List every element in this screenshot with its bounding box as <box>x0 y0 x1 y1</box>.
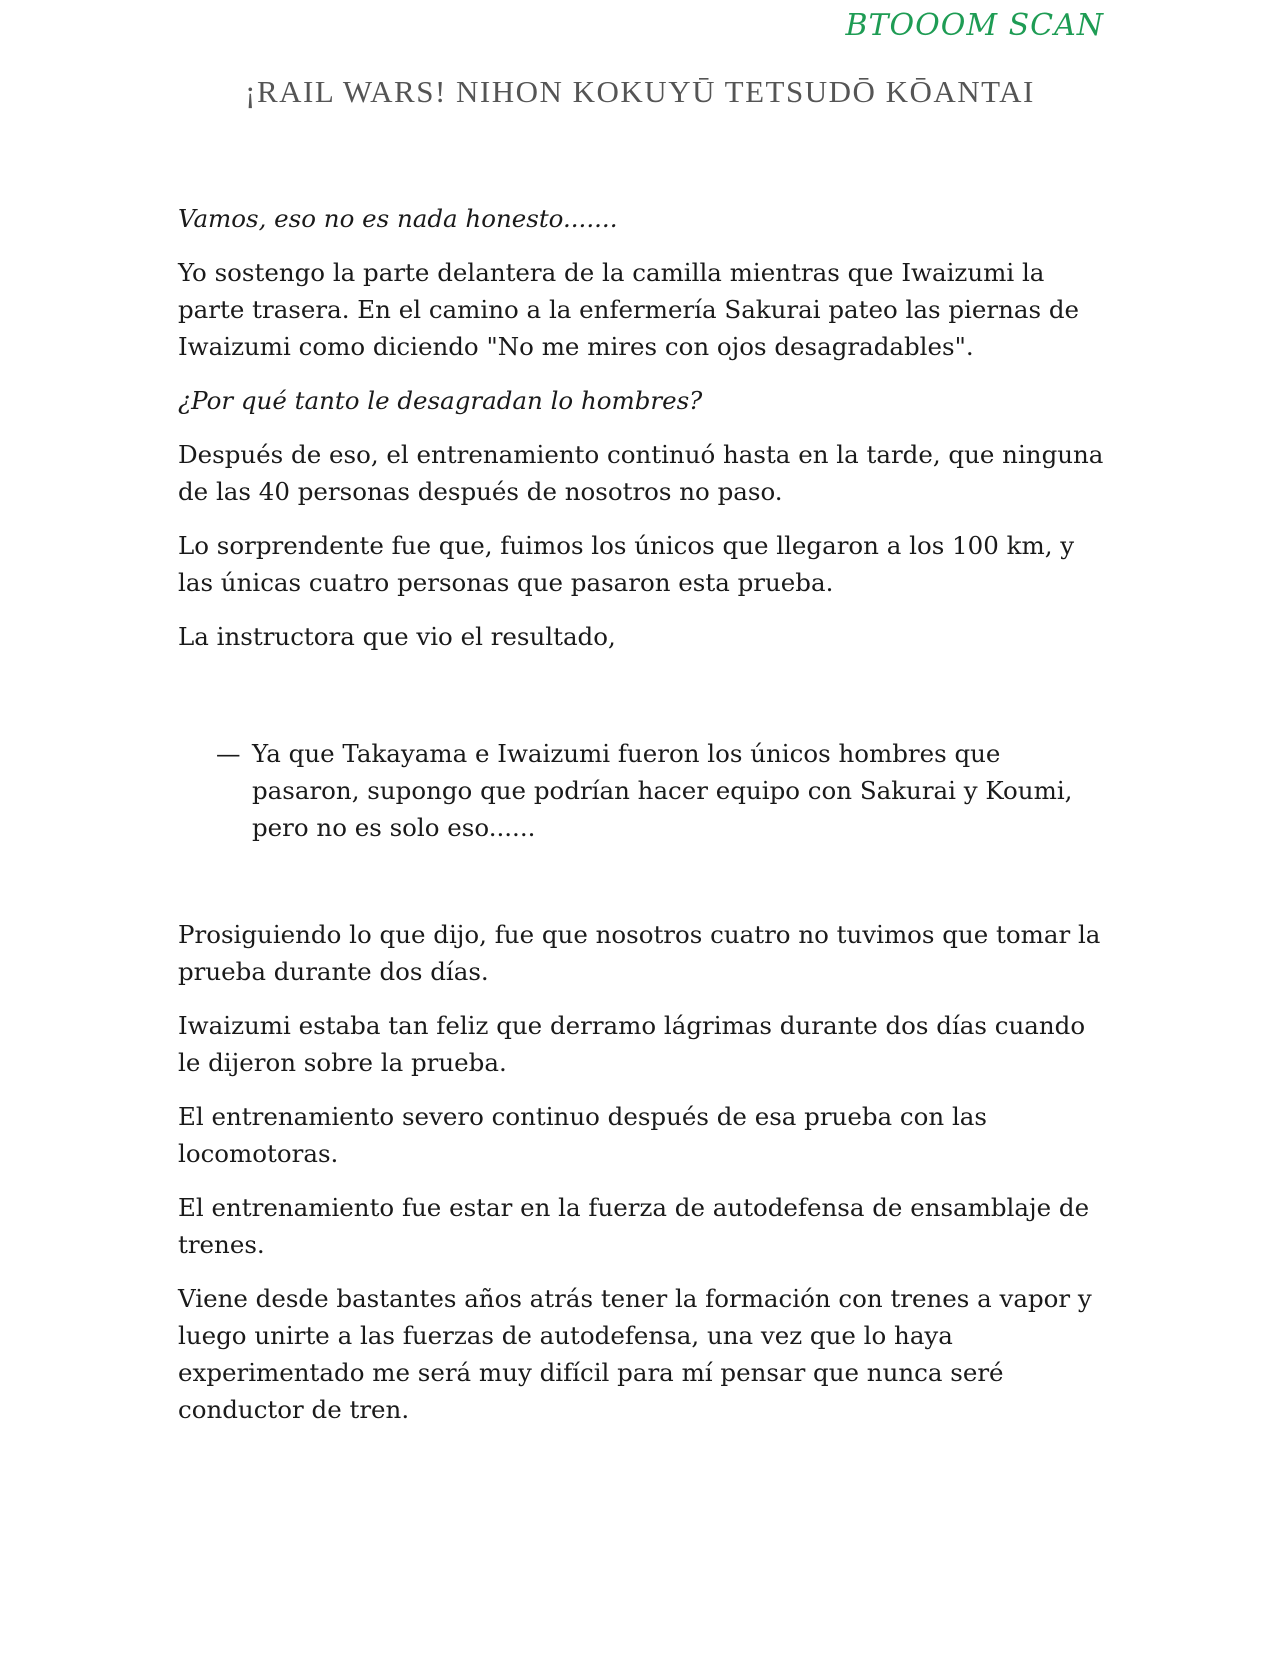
dialogue-line <box>216 735 1108 846</box>
paragraph-4: Después de eso, el entrenamiento continuó hasta en la tarde, que ninguna de las 40 personas después de nosotros no paso. <box>178 440 1104 506</box>
paragraph-6: La instructora que vio el resultado, <box>178 622 616 651</box>
paragraph-9: El entrenamiento severo continuo después de esa prueba con las locomotoras. <box>178 1102 987 1168</box>
page-header-title: ¡RAIL WARS! NIHON KOKUYŪ TETSUDŌ KŌANTAI <box>245 74 1035 109</box>
paragraph-thought-1: Vamos, eso no es nada honesto....... <box>178 204 618 233</box>
document-body <box>178 200 1108 1445</box>
paragraph-2: Yo sostengo la parte delantera de la camilla mientras que Iwaizumi la parte trasera. En el camino a la enfermería Sakurai pateo las piernas de Iwaizumi como diciendo "No me mires con ojos desagradables". <box>178 258 1079 361</box>
scanlation-watermark: BTOOOM SCAN <box>845 8 1104 43</box>
paragraph-7: Prosiguiendo lo que dijo, fue que nosotros cuatro no tuvimos que tomar la prueba durante dos días. <box>178 920 1101 986</box>
paragraph-5: Lo sorprendente fue que, fuimos los únicos que llegaron a los 100 km, y las únicas cuatro personas que pasaron esta prueba. <box>178 531 1075 597</box>
paragraph-11: Viene desde bastantes años atrás tener la formación con trenes a vapor y luego unirte a las fuerzas de autodefensa, una vez que lo haya experimentado me será muy difícil para mí pensar que nunca seré conductor de tren. <box>178 1284 1092 1424</box>
dialogue-text: Ya que Takayama e Iwaizumi fueron los únicos hombres que pasaron, supongo que podrían hacer equipo con Sakurai y Koumi, pero no es solo eso...... <box>252 739 1073 842</box>
paragraph-8: Iwaizumi estaba tan feliz que derramo lágrimas durante dos días cuando le dijeron sobre la prueba. <box>178 1011 1086 1077</box>
paragraph-thought-2: ¿Por qué tanto le desagradan lo hombres? <box>178 386 703 415</box>
dialogue-dash: — <box>216 739 241 768</box>
paragraph-10: El entrenamiento fue estar en la fuerza de autodefensa de ensamblaje de trenes. <box>178 1193 1090 1259</box>
